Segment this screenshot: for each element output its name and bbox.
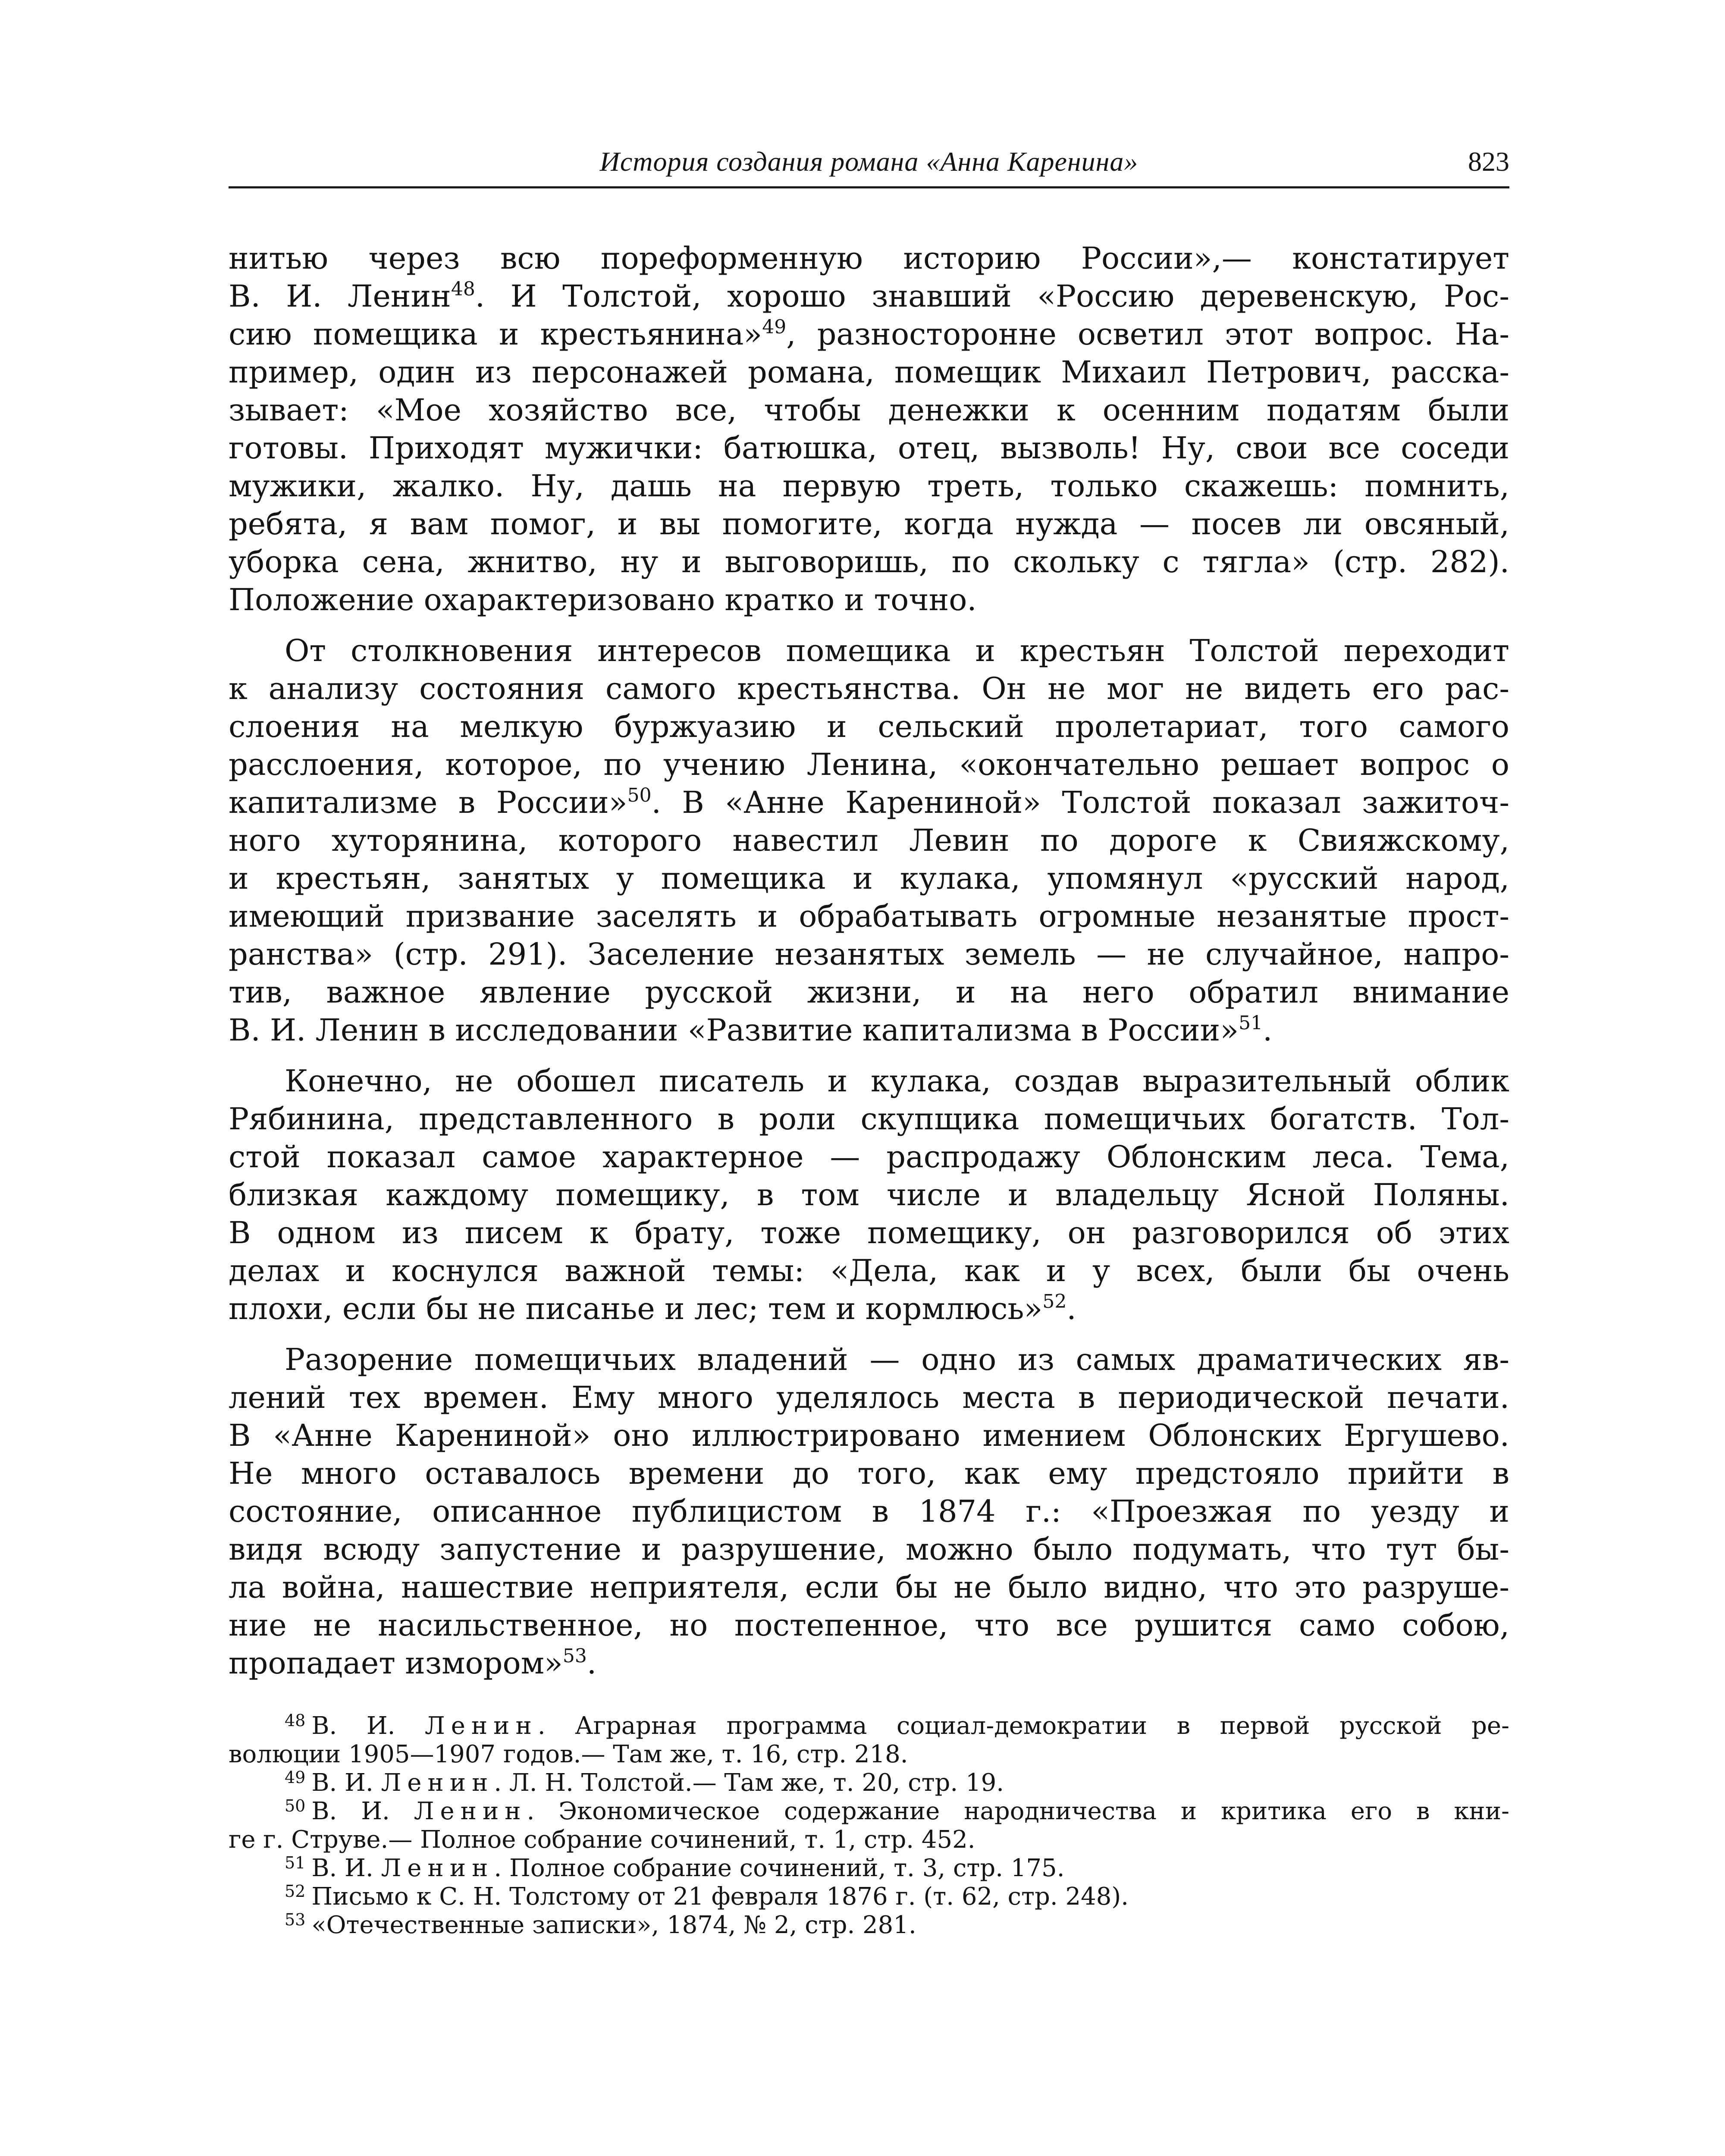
line-text: плохи, если бы не писанье и лес; тем и кормлюсь»	[229, 1291, 1043, 1326]
line-text: ранства» (стр. 291). Заселение незанятых земель — не случайное, напро-	[229, 937, 1509, 972]
line-text: ного хуторянина, которого навестил Левин по дороге к Свияжскому,	[229, 823, 1509, 858]
footnote-text: Письмо к С. Н. Толстому от 21 февраля 1876 г. (т. 62, стр. 248).	[311, 1883, 1129, 1911]
line-text: пример, один из персонажей романа, помещик Михаил Петрович, расска-	[229, 354, 1509, 390]
line-text: и крестьян, занятых у помещика и кулака, упомянул «русский народ,	[229, 861, 1509, 896]
footnote-reference: 48	[451, 278, 475, 300]
footnote-line	[229, 1911, 1509, 1940]
paragraph-gap	[229, 619, 1509, 632]
line-text: Рябинина, представленного в роли скупщика помещичьих богатств. Тол-	[229, 1101, 1509, 1137]
line-text: видя всюду запустение и разрушение, можно было подумать, что тут бы-	[229, 1532, 1509, 1567]
line-text: зывает: «Мое хозяйство все, чтобы денежки к осенним податям были	[229, 392, 1509, 428]
footnote-line	[229, 1854, 1509, 1883]
text-line	[229, 1290, 1509, 1328]
text-line	[229, 467, 1509, 505]
text-line	[229, 543, 1509, 581]
text-line	[229, 1062, 1509, 1100]
text-line	[229, 783, 1509, 821]
header-rule	[229, 186, 1509, 188]
text-line	[229, 1176, 1509, 1214]
line-text: В одном из писем к брату, тоже помещику, он разговорился об этих	[229, 1215, 1509, 1250]
footnote-reference: 51	[1239, 1012, 1263, 1034]
footnote-text: ге г. Струве.— Полное собрание сочинений, т. 1, стр. 452.	[229, 1826, 975, 1854]
footnote-author: Ленин	[381, 1854, 494, 1882]
footnote-author-initials: В. И.	[311, 1769, 381, 1797]
line-text: Разорение помещичьих владений — одно из самых драматических яв-	[285, 1342, 1509, 1377]
footnote-text: . Л. Н. Толстой.— Там же, т. 20, стр. 19.	[494, 1769, 1004, 1797]
footnote-line	[229, 1740, 1509, 1769]
text-line	[229, 315, 1509, 353]
line-text: мужики, жалко. Ну, дашь на первую треть, только скажешь: помнить,	[229, 468, 1509, 504]
text-line	[229, 1606, 1509, 1644]
paragraph-gap	[229, 1328, 1509, 1341]
text-line	[229, 859, 1509, 897]
footnote-line	[229, 1712, 1509, 1740]
text-line	[229, 1644, 1509, 1682]
line-text: Не много оставалось времени до того, как ему предстояло прийти в	[229, 1456, 1509, 1491]
footnote-line	[229, 1797, 1509, 1826]
line-text: слоения на мелкую буржуазию и сельский пролетариат, того самого	[229, 709, 1509, 744]
text-line	[229, 632, 1509, 670]
footnote-reference: 50	[627, 784, 652, 806]
line-text: делах и коснулся важной темы: «Дела, как и у всех, были бы очень	[229, 1253, 1509, 1288]
line-text: капитализме в России»	[229, 785, 627, 820]
footnote-number: 49	[285, 1769, 306, 1787]
line-text: тив, важное явление русской жизни, и на него обратил внимание	[229, 975, 1509, 1010]
footnote-reference: 53	[562, 1645, 587, 1667]
line-text: ребята, я вам помог, и вы помогите, когда нужда — посев ли овсяный,	[229, 506, 1509, 542]
text-line	[229, 1252, 1509, 1290]
text-line	[229, 708, 1509, 746]
line-text: ла война, нашествие неприятеля, если бы не было видно, что это разруше-	[229, 1570, 1509, 1605]
line-text: состояние, описанное публицистом в 1874 г.: «Проезжая по уезду и	[229, 1494, 1509, 1529]
footnote-text: волюции 1905—1907 годов.— Там же, т. 16, стр. 218.	[229, 1740, 908, 1768]
footnote-number: 50	[285, 1797, 306, 1815]
footnote-number: 53	[285, 1911, 306, 1929]
line-text-continued: .	[1263, 1012, 1273, 1048]
line-text: лений тех времен. Ему много уделялось места в периодической печати.	[229, 1380, 1509, 1415]
text-line	[229, 277, 1509, 315]
footnote-reference: 52	[1042, 1291, 1067, 1313]
text-line	[229, 1011, 1509, 1049]
line-text-continued: , разносторонне осветил этот вопрос. На-	[786, 317, 1509, 352]
footnote-number: 52	[285, 1883, 306, 1901]
text-line	[229, 1214, 1509, 1252]
text-line	[229, 1379, 1509, 1416]
text-line	[229, 935, 1509, 973]
line-text: стой показал самое характерное — распродажу Облонским леса. Тема,	[229, 1139, 1509, 1175]
text-line	[229, 1100, 1509, 1138]
text-line	[229, 1492, 1509, 1530]
line-text: В. И. Ленин в исследовании «Развитие капитализма в России»	[229, 1012, 1239, 1048]
text-line	[229, 670, 1509, 708]
line-text: близкая каждому помещику, в том числе и владельцу Ясной Поляны.	[229, 1177, 1509, 1213]
line-text: В «Анне Карениной» оно иллюстрировано имением Облонских Ергушево.	[229, 1418, 1509, 1453]
line-text: имеющий призвание заселять и обрабатывать огромные незанятые прост-	[229, 899, 1509, 934]
footnote-author: Ленин	[381, 1769, 494, 1797]
text-line	[229, 581, 1509, 619]
running-head	[229, 142, 1509, 181]
footnote-line	[229, 1826, 1509, 1854]
line-text: Положение охарактеризовано кратко и точно.	[229, 582, 977, 617]
line-text: уборка сена, жнитво, ну и выговоришь, по скольку с тягла» (стр. 282).	[229, 544, 1509, 580]
line-text: готовы. Приходят мужички: батюшка, отец, вызволь! Ну, свои все соседи	[229, 430, 1509, 466]
line-text: пропадает измором»	[229, 1645, 563, 1681]
paragraph-gap	[229, 1049, 1509, 1062]
footnote-author-initials: В. И.	[311, 1712, 425, 1740]
text-line	[229, 746, 1509, 783]
line-text: сию помещика и крестьянина»	[229, 317, 762, 352]
line-text: В. И. Ленин	[229, 279, 451, 314]
footnote-reference: 49	[762, 316, 787, 338]
footnote-text: «Отечественные записки», 1874, № 2, стр. 281.	[311, 1911, 916, 1939]
text-line	[229, 973, 1509, 1011]
text-line	[229, 1416, 1509, 1454]
text-line	[229, 429, 1509, 467]
footnote-author-initials: В. И.	[311, 1854, 381, 1882]
text-line	[229, 1138, 1509, 1176]
footnote-line	[229, 1883, 1509, 1911]
footnote-line	[229, 1769, 1509, 1797]
main-text	[229, 239, 1509, 1682]
line-text: к анализу состояния самого крестьянства. Он не мог не видеть его рас-	[229, 671, 1509, 706]
text-line	[229, 1568, 1509, 1606]
footnote-text: . Полное собрание сочинений, т. 3, стр. 175.	[494, 1854, 1065, 1882]
line-text: От столкновения интересов помещика и крестьян Толстой переходит	[285, 633, 1509, 668]
text-line	[229, 239, 1509, 277]
text-line	[229, 505, 1509, 543]
footnote-text: . Экономическое содержание народничества и критика его в кни-	[527, 1797, 1509, 1825]
page-number: 823	[1468, 146, 1509, 177]
text-line	[229, 897, 1509, 935]
running-title: История создания романа «Анна Каренина»	[599, 146, 1138, 177]
footnote-author-initials: В. И.	[311, 1797, 414, 1825]
line-text: нитью через всю пореформенную историю России»,— констатирует	[229, 241, 1509, 276]
text-line	[229, 1454, 1509, 1492]
line-text: Конечно, не обошел писатель и кулака, создав выразительный облик	[285, 1063, 1509, 1099]
footnote-author: Ленин	[424, 1712, 538, 1740]
line-text-continued: .	[1066, 1291, 1076, 1326]
text-line	[229, 1530, 1509, 1568]
line-text: ние не насильственное, но постепенное, что все рушится само собою,	[229, 1608, 1509, 1643]
line-text-continued: . И Толстой, хорошо знавший «Россию деревенскую, Рос-	[475, 279, 1509, 314]
footnotes	[229, 1712, 1509, 1940]
footnote-author: Ленин	[414, 1797, 527, 1825]
text-line	[229, 391, 1509, 429]
footnote-number: 48	[285, 1712, 306, 1730]
line-text: расслоения, которое, по учению Ленина, «окончательно решает вопрос о	[229, 747, 1509, 782]
text-line	[229, 821, 1509, 859]
footnote-number: 51	[285, 1854, 306, 1872]
line-text-continued: .	[586, 1645, 597, 1681]
line-text-continued: . В «Анне Карениной» Толстой показал зажиточ-	[651, 785, 1509, 820]
text-line	[229, 353, 1509, 391]
text-line	[229, 1341, 1509, 1379]
footnote-text: . Аграрная программа социал-демократии в первой русской ре-	[537, 1712, 1509, 1740]
